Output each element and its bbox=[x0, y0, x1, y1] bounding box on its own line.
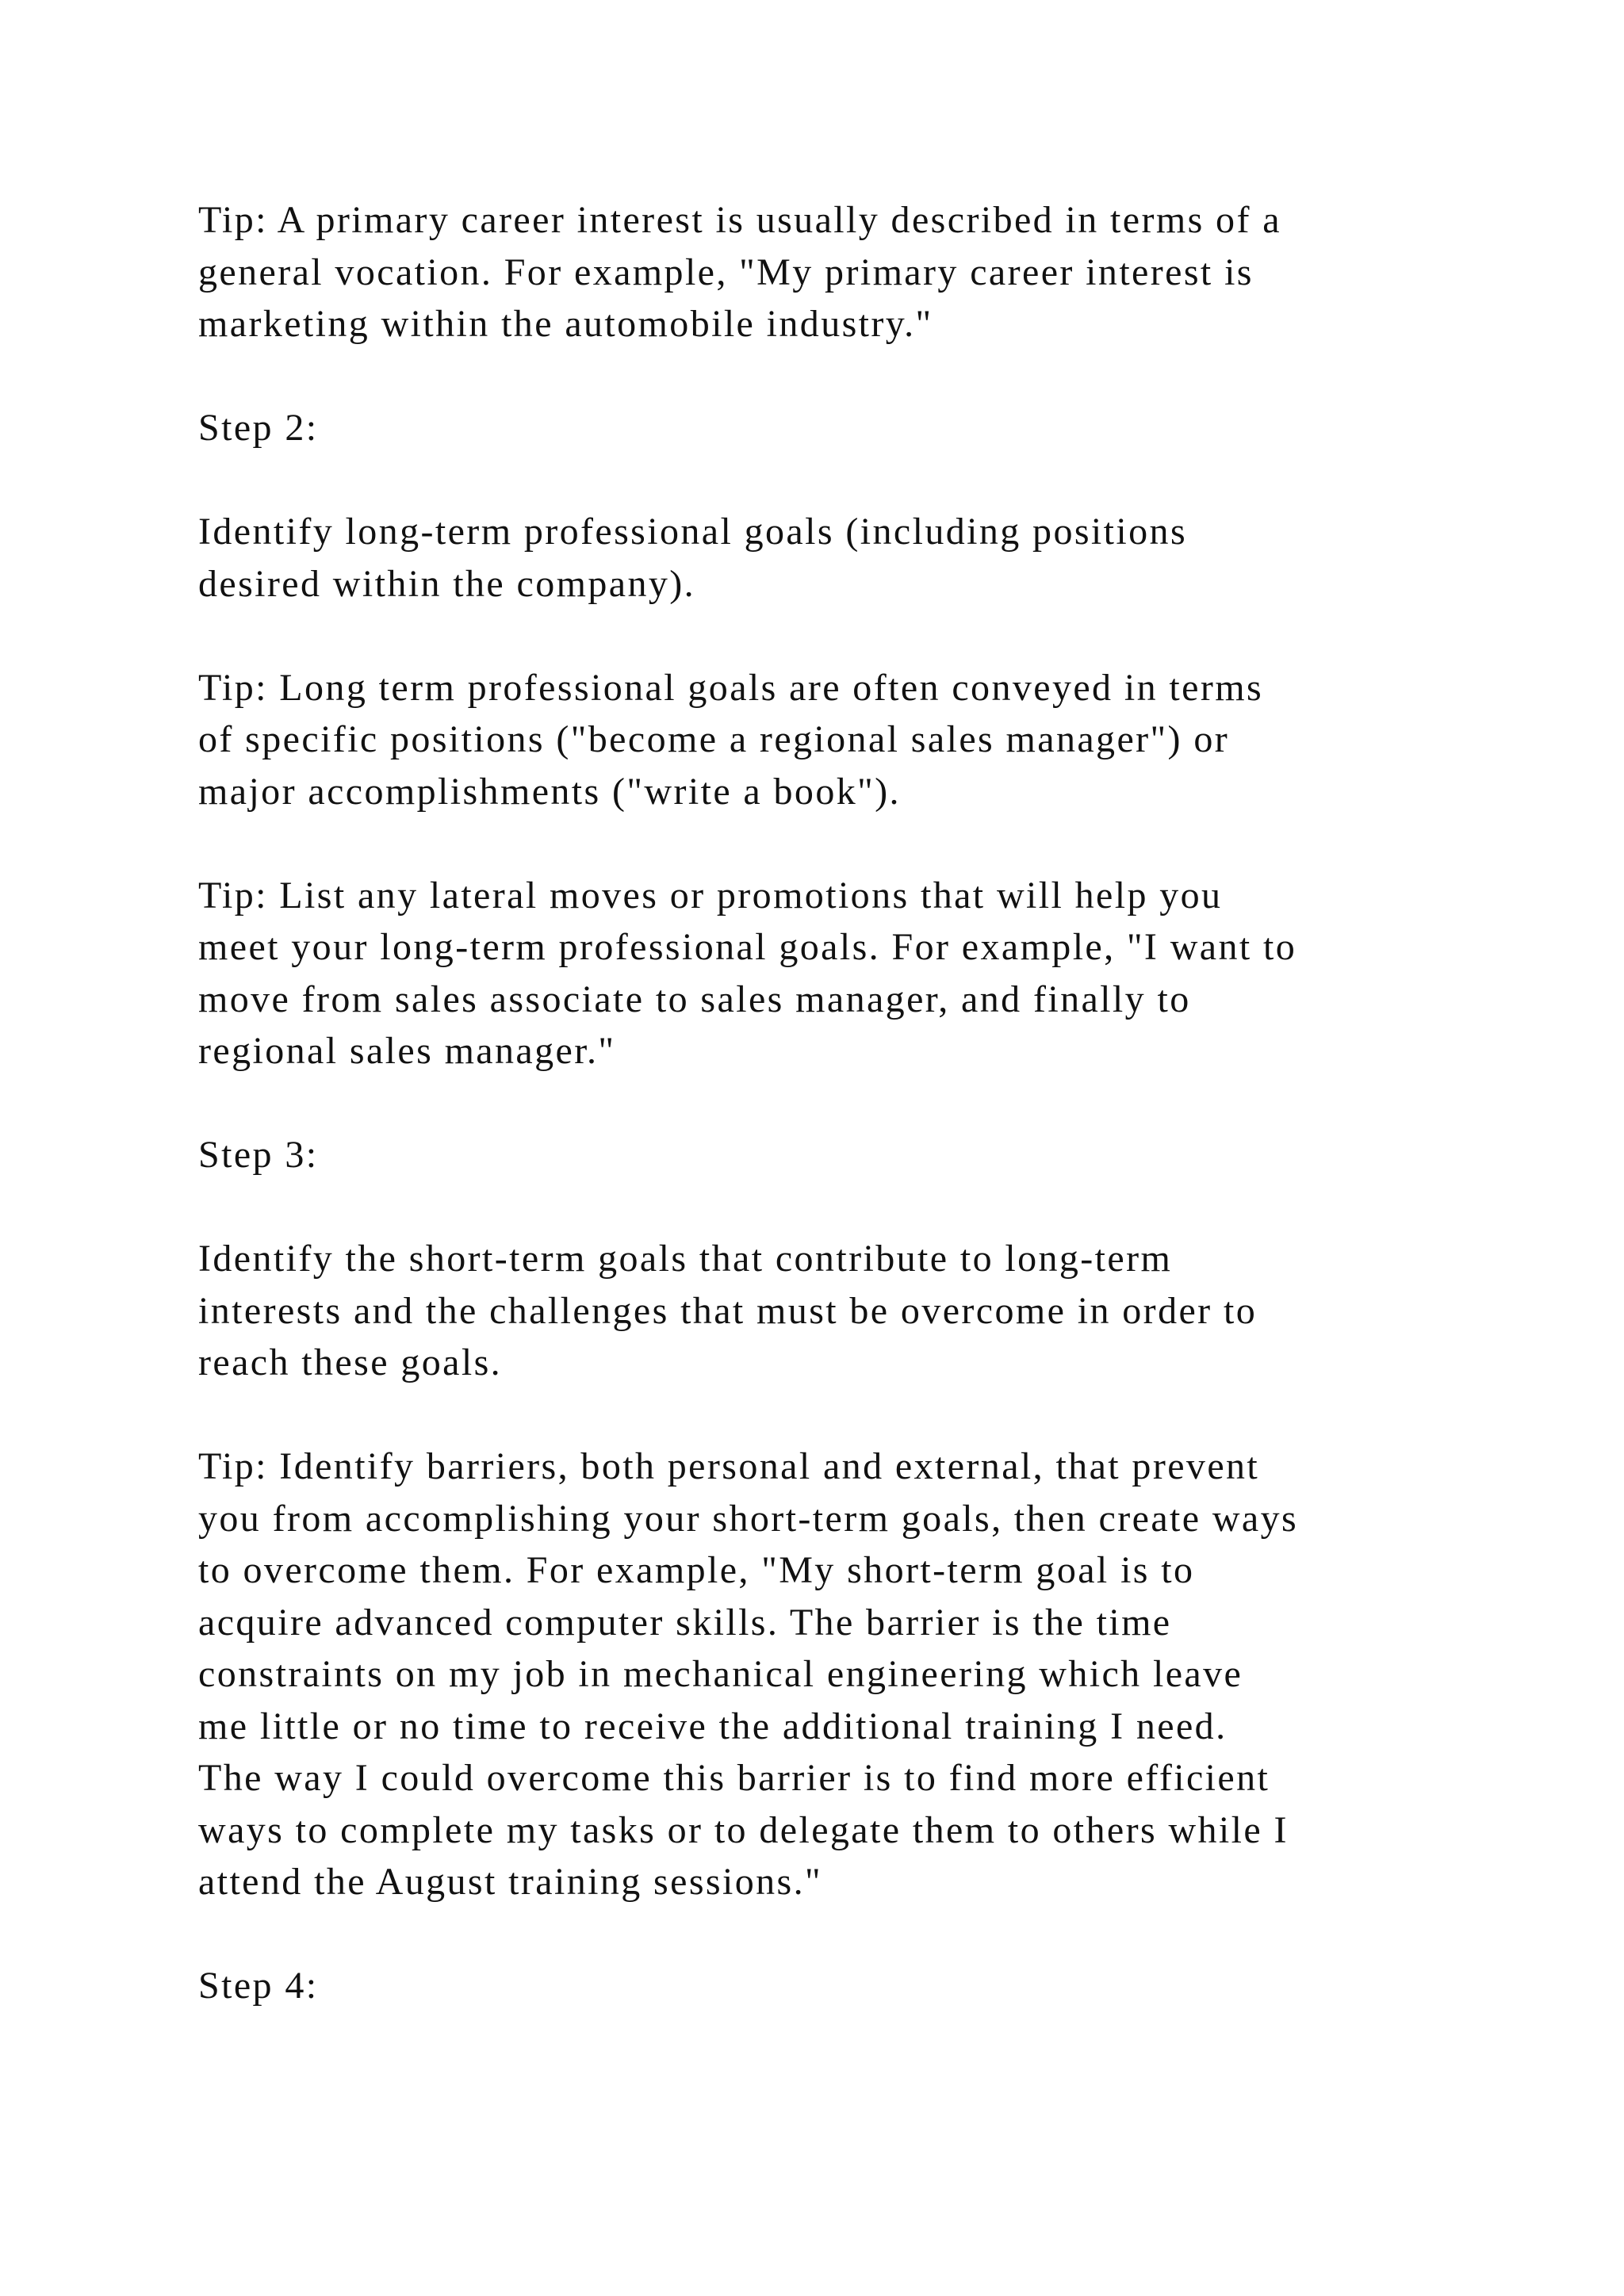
text-line: attend the August training sessions." bbox=[198, 1861, 823, 1903]
text-line: Identify the short-term goals that contribute to long-term bbox=[198, 1238, 1173, 1280]
paragraph-tip-long-term-goals bbox=[198, 662, 1499, 818]
paragraph-tip-barriers bbox=[198, 1441, 1499, 1908]
text-line: me little or no time to receive the additional training I need. bbox=[198, 1705, 1228, 1747]
text-line: interests and the challenges that must be overcome in order to bbox=[198, 1289, 1258, 1332]
text-line: you from accomplishing your short-term goals, then create ways bbox=[198, 1497, 1299, 1540]
text-line: regional sales manager." bbox=[198, 1030, 616, 1072]
text-line: Step 4: bbox=[198, 1965, 319, 2007]
paragraph-tip-lateral-moves bbox=[198, 870, 1499, 1077]
text-line: constraints on my job in mechanical engineering which leave bbox=[198, 1653, 1243, 1695]
text-line: Tip: List any lateral moves or promotions that will help you bbox=[198, 874, 1223, 916]
step-3-heading bbox=[198, 1129, 1499, 1181]
text-line: acquire advanced computer skills. The barrier is the time bbox=[198, 1601, 1172, 1644]
text-line: marketing within the automobile industry." bbox=[198, 303, 933, 345]
text-line: major accomplishments ("write a book"). bbox=[198, 770, 901, 813]
text-line: desired within the company). bbox=[198, 562, 696, 605]
document-body bbox=[198, 194, 1499, 2064]
text-line: Step 3: bbox=[198, 1134, 319, 1176]
paragraph-tip-primary-career bbox=[198, 194, 1499, 350]
text-line: move from sales associate to sales manager, and finally to bbox=[198, 978, 1191, 1020]
paragraph-identify-long-term-goals bbox=[198, 506, 1499, 610]
text-line: meet your long-term professional goals. For example, "I want to bbox=[198, 926, 1297, 968]
text-line: general vocation. For example, "My primary career interest is bbox=[198, 251, 1254, 293]
step-2-heading bbox=[198, 402, 1499, 454]
text-line: Tip: Long term professional goals are often conveyed in terms bbox=[198, 666, 1264, 709]
text-line: ways to complete my tasks or to delegate them to others while I bbox=[198, 1808, 1289, 1851]
text-line: reach these goals. bbox=[198, 1341, 503, 1383]
text-line: The way I could overcome this barrier is to find more efficient bbox=[198, 1757, 1270, 1799]
text-line: of specific positions ("become a regional sales manager") or bbox=[198, 718, 1230, 760]
text-line: Tip: Identify barriers, both personal and external, that prevent bbox=[198, 1445, 1260, 1487]
text-line: to overcome them. For example, "My short-term goal is to bbox=[198, 1549, 1195, 1591]
text-line: Step 2: bbox=[198, 407, 319, 449]
text-line: Tip: A primary career interest is usually described in terms of a bbox=[198, 199, 1281, 241]
step-4-heading bbox=[198, 1960, 1499, 2012]
text-line: Identify long-term professional goals (including positions bbox=[198, 511, 1188, 553]
paragraph-identify-short-term-goals bbox=[198, 1233, 1499, 1389]
